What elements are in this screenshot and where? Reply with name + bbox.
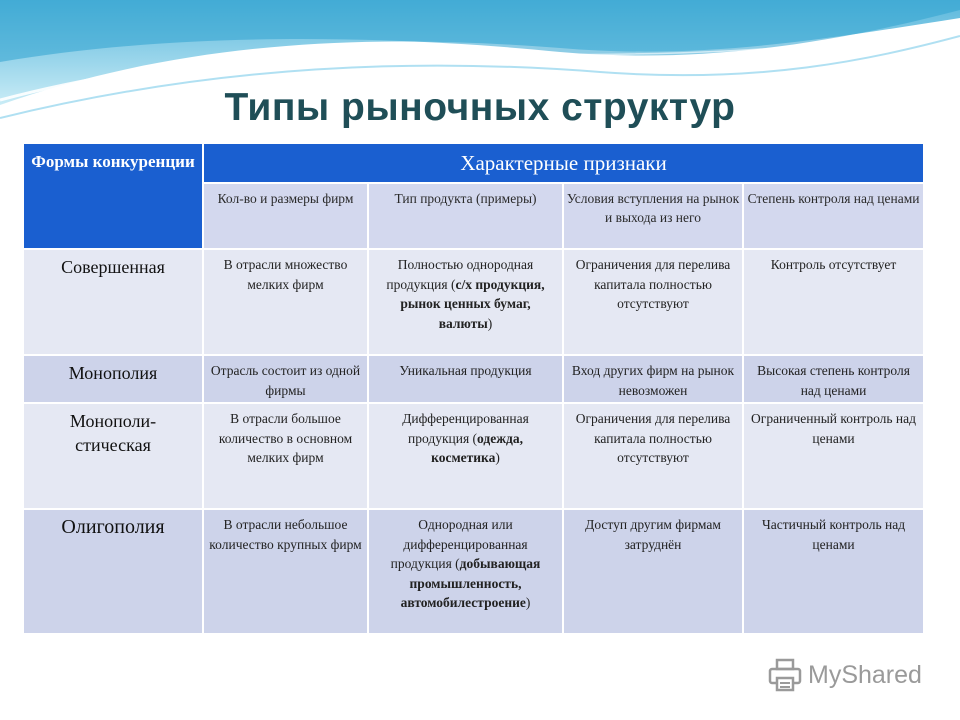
column-header-control: Степень контроля над ценами (743, 183, 924, 249)
cell-product: Уникальная продукция (368, 355, 563, 403)
table-row (23, 403, 924, 509)
column-header-entry: Условия вступления на рынок и выхода из него (563, 183, 743, 249)
cell-firms: В отрасли большое количество в основном мелких фирм (203, 403, 368, 509)
cell-control: Контроль отсутствует (743, 249, 924, 355)
watermark-text: MyShared (808, 660, 922, 689)
printer-icon (768, 658, 802, 692)
cell-entry: Ограничения для перелива капитала полностью отсутствуют (563, 249, 743, 355)
cell-entry: Вход других фирм на рынок невозможен (563, 355, 743, 403)
cell-control: Ограниченный контроль над ценами (743, 403, 924, 509)
column-header-product: Тип продукта (примеры) (368, 183, 563, 249)
cell-control: Высокая степень контроля над ценами (743, 355, 924, 403)
cell-entry: Ограничения для перелива капитала полностью отсутствуют (563, 403, 743, 509)
page-title: Типы рыночных структур (224, 86, 736, 129)
cell-product: Однородная или дифференцированная продукция (добывающая промышленность, автомобилестроение) (368, 509, 563, 634)
row-name-monopoly: Монополия (23, 355, 203, 403)
cell-firms: В отрасли множество мелких фирм (203, 249, 368, 355)
table-row (23, 509, 924, 634)
cell-product: Дифференцированная продукция (одежда, косметика) (368, 403, 563, 509)
row-name-oligopoly: Олигополия (23, 509, 203, 634)
header-forms: Формы конкуренции (23, 143, 203, 249)
cell-firms: В отрасли небольшое количество крупных фирм (203, 509, 368, 634)
header-features: Характерные признаки (203, 143, 924, 183)
cell-firms: Отрасль состоит из одной фирмы (203, 355, 368, 403)
cell-control: Частичный контроль над ценами (743, 509, 924, 634)
table-row (23, 355, 924, 403)
table-row (23, 249, 924, 355)
cell-product: Полностью однородная продукция (с/х продукция, рынок ценных бумаг, валюты) (368, 249, 563, 355)
cell-entry: Доступ другим фирмам затруднён (563, 509, 743, 634)
column-header-firms: Кол-во и размеры фирм (203, 183, 368, 249)
watermark-logo (768, 658, 922, 692)
row-name-perfect: Совершенная (23, 249, 203, 355)
row-name-monopolistic: Монополи-стическая (23, 403, 203, 509)
market-structures-table (22, 142, 925, 635)
